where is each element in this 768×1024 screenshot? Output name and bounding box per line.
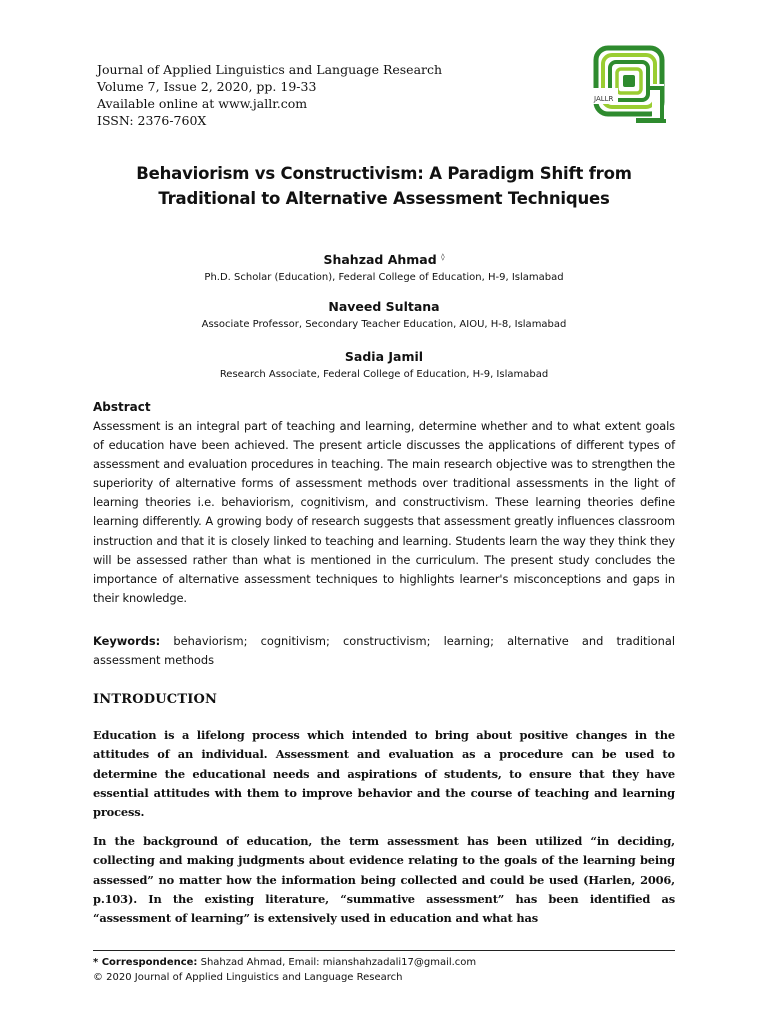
author-affiliation: Ph.D. Scholar (Education), Federal College of Education, H-9, Islamabad [204,272,564,284]
correspondence-label: * Correspondence: [93,957,198,968]
correspondence-text: Shahzad Ahmad, Email: mianshahzadali17@gmail.com [197,957,477,968]
author-1 [60,249,708,285]
title-line-1: Behaviorism vs Constructivism: A Paradigm Shift from [136,164,632,183]
author-affiliation: Associate Professor, Secondary Teacher Education, AIOU, H-8, Islamabad [201,319,567,330]
author-2 [60,299,708,332]
abstract-heading: Abstract [93,400,151,414]
journal-name: Journal of Applied Linguistics and Language Research [97,62,443,77]
keywords-label: Keywords: [93,634,161,648]
author-name: Shahzad Ahmad [323,252,437,268]
journal-issn: ISSN: 2376-760X [97,113,207,128]
journal-availability: Available online at www.jallr.com [97,96,308,111]
introduction-heading: INTRODUCTION [93,692,218,707]
correspondence-mark: ◊ [441,253,445,261]
footer-divider [93,950,675,951]
keywords-text: behaviorism; cognitivism; constructivism; learning; alternative and traditional assessment methods [93,634,675,667]
introduction-paragraph-1: Education is a lifelong process which intended to bring about positive changes in the attitudes of an individual. Assessment and evaluation as a procedure can be used to determine the educational needs and aspirations of students, to ensure that they have essential attitudes with them to improve behavior and the course of teaching and learning process. [93,728,675,820]
author-affiliation: Research Associate, Federal College of Education, H-9, Islamabad [219,369,549,380]
author-name: Sadia Jamil [344,349,424,364]
jallr-logo-icon [590,44,670,130]
logo-text: JALLR [594,95,614,103]
paper-title [60,161,708,211]
keywords [93,632,675,670]
author-3 [60,349,708,382]
author-name: Naveed Sultana [328,299,440,314]
journal-header [97,61,442,129]
title-line-2: Traditional to Alternative Assessment Techniques [158,189,610,208]
copyright: © 2020 Journal of Applied Linguistics and Language Research [93,972,403,983]
introduction-paragraph-2: In the background of education, the term assessment has been utilized “in deciding, collecting and making judgments about evidence relating to the goals of the learning being assessed” no matter how the information being collected and could be used (Harlen, 2006, p.103). In the existing literature, “summative assessment” has been identified as “assessment of learning” is extensively used in education and what has [93,834,675,926]
journal-volume: Volume 7, Issue 2, 2020, pp. 19-33 [97,79,317,94]
footer [93,955,476,985]
journal-logo [590,44,670,130]
abstract-text: Assessment is an integral part of teaching and learning, determine whether and to what extent goals of education have been achieved. The present article discusses the applications of different types of assessment and evaluation procedures in teaching. The main research objective was to strengthen the superiority of alternative forms of assessment methods over traditional assessments in the light of learning theories i.e. behaviorism, cognitivism, and constructivism. These learning theories define learning differently. A growing body of research suggests that assessment greatly influences classroom instruction and that it is closely linked to teaching and learning. Students learn the way they think they will be assessed rather than what is mentioned in the curriculum. The present study concludes the importance of alternative assessment techniques to highlights learner's misconceptions and gaps in their knowledge. [93,419,675,605]
